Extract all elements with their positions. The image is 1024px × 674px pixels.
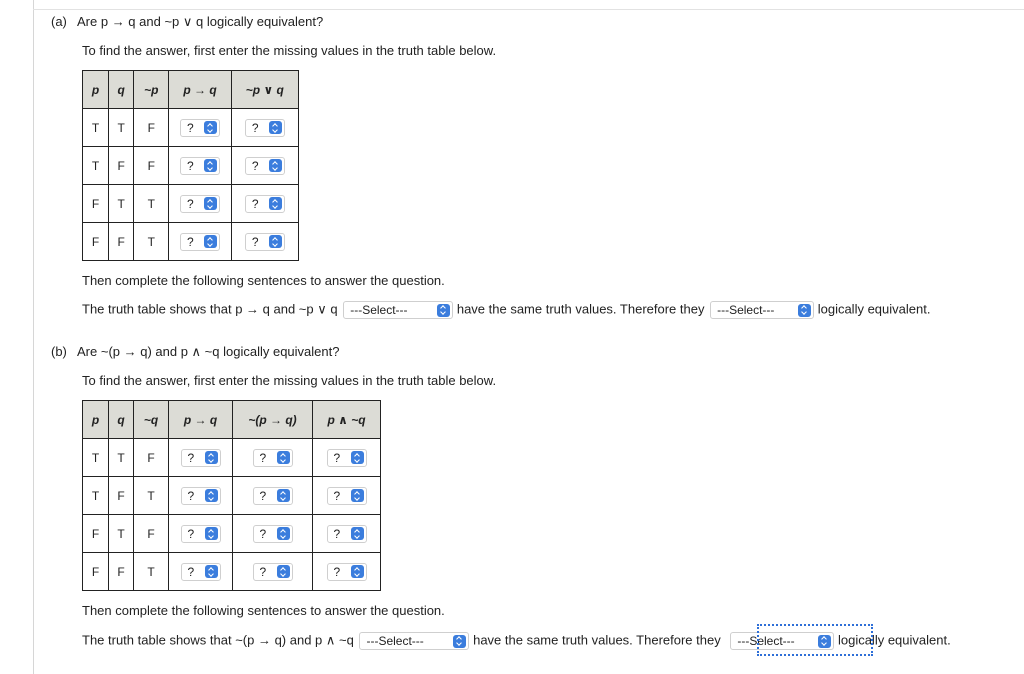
question-a: [51, 14, 323, 30]
table-header-row: [83, 401, 381, 439]
table-cell: T: [83, 439, 109, 477]
table-cell: F: [109, 477, 134, 515]
table-cell: F: [83, 185, 109, 223]
chevron-up-down-icon: [269, 197, 282, 210]
truth-value-select[interactable]: [245, 195, 285, 213]
sentence-b-end: logically equivalent.: [837, 632, 951, 648]
chevron-up-down-icon: [269, 121, 282, 134]
table-cell: T: [109, 515, 134, 553]
truth-value-select[interactable]: [253, 525, 293, 543]
truth-value-select[interactable]: [253, 563, 293, 581]
top-divider: [33, 9, 1024, 10]
sentence-a-mid: have the same truth values. Therefore they: [456, 301, 705, 317]
table-cell-select: [233, 439, 313, 477]
truth-value-label: ?: [187, 158, 194, 173]
table-cell-select: [313, 439, 381, 477]
truth-value-label: ?: [259, 450, 267, 465]
truth-value-label: ?: [187, 450, 195, 465]
chevron-up-down-icon: [351, 489, 364, 502]
col-header: p: [83, 401, 109, 439]
truth-value-label: ?: [187, 526, 195, 541]
table-cell: F: [134, 515, 169, 553]
table-cell: F: [83, 223, 109, 261]
select-a-equivalent-label: ---Select---: [717, 303, 775, 317]
chevron-up-down-icon: [204, 235, 217, 248]
truth-value-label: ?: [251, 158, 259, 173]
then-text-a: Then complete the following sentences to answer the question.: [82, 273, 445, 288]
sentence-b-prefix: The truth table shows that ~(p → q) and p ∧ ~q: [82, 632, 354, 648]
truth-value-label: ?: [187, 234, 194, 249]
table-cell-select: [233, 515, 313, 553]
chevron-up-down-icon: [205, 565, 218, 578]
truth-value-label: ?: [187, 488, 195, 503]
table-cell-select: [169, 439, 233, 477]
chevron-up-down-icon: [204, 121, 217, 134]
truth-value-select[interactable]: [245, 157, 285, 175]
truth-value-label: ?: [333, 488, 341, 503]
table-cell: F: [109, 553, 134, 591]
table-cell: F: [134, 439, 169, 477]
col-header: ~(p → q): [233, 401, 313, 439]
chevron-up-down-icon: [277, 527, 290, 540]
truth-value-label: ?: [259, 488, 267, 503]
table-cell-select: [169, 109, 231, 147]
table-row: [83, 223, 299, 261]
truth-value-select[interactable]: [253, 449, 293, 467]
col-header: ~p ∨ q: [231, 71, 298, 109]
table-cell: T: [134, 553, 169, 591]
table-cell: T: [134, 477, 169, 515]
table-cell-select: [169, 185, 231, 223]
table-cell-select: [313, 553, 381, 591]
sentence-b-mid: have the same truth values. Therefore they: [473, 632, 721, 648]
select-a-equivalent[interactable]: [710, 301, 814, 319]
table-row: [83, 515, 381, 553]
chevron-up-down-icon: [269, 235, 282, 248]
chevron-up-down-icon: [351, 451, 364, 464]
chevron-up-down-icon: [269, 159, 282, 172]
chevron-up-down-icon: [205, 527, 218, 540]
select-b-same-values[interactable]: [359, 632, 469, 650]
table-cell: F: [109, 147, 134, 185]
sentence-a-end: logically equivalent.: [817, 301, 931, 317]
col-header: ~p: [134, 71, 169, 109]
truth-value-select[interactable]: [245, 119, 285, 137]
truth-value-select[interactable]: [181, 487, 221, 505]
col-header: q: [109, 71, 134, 109]
truth-table-b: [82, 400, 381, 591]
table-row: [83, 147, 299, 185]
table-row: [83, 185, 299, 223]
table-cell: T: [134, 185, 169, 223]
table-cell: T: [83, 147, 109, 185]
table-cell-select: [231, 109, 298, 147]
truth-value-select[interactable]: [245, 233, 285, 251]
table-cell-select: [313, 515, 381, 553]
truth-value-label: ?: [259, 526, 267, 541]
chevron-up-down-icon: [798, 304, 811, 317]
select-a-same-values-label: ---Select---: [350, 303, 408, 317]
truth-value-select[interactable]: [327, 487, 367, 505]
table-cell: F: [83, 515, 109, 553]
table-cell: T: [134, 223, 169, 261]
table-cell-select: [233, 477, 313, 515]
truth-value-label: ?: [333, 450, 341, 465]
select-b-equivalent-label: ---Select---: [737, 634, 795, 648]
truth-value-label: ?: [251, 196, 259, 211]
table-cell: F: [109, 223, 134, 261]
col-header: p: [83, 71, 109, 109]
truth-value-label: ?: [333, 564, 341, 579]
table-cell: T: [109, 185, 134, 223]
table-header-row: [83, 71, 299, 109]
chevron-up-down-icon: [351, 527, 364, 540]
table-cell: F: [134, 109, 169, 147]
table-cell-select: [231, 223, 298, 261]
select-a-same-values[interactable]: [343, 301, 453, 319]
truth-value-select[interactable]: [327, 525, 367, 543]
part-b-label: (b): [51, 344, 67, 359]
truth-value-select[interactable]: [181, 449, 221, 467]
table-cell-select: [169, 477, 233, 515]
table-row: [83, 553, 381, 591]
sentence-a-prefix: The truth table shows that p → q and ~p ∨ q: [82, 301, 338, 317]
truth-value-label: ?: [187, 120, 194, 135]
table-cell-select: [233, 553, 313, 591]
table-row: [83, 439, 381, 477]
chevron-up-down-icon: [205, 451, 218, 464]
col-header: ~q: [134, 401, 169, 439]
table-cell: T: [109, 109, 134, 147]
truth-value-label: ?: [259, 564, 267, 579]
table-cell: F: [83, 553, 109, 591]
col-header: p → q: [169, 401, 233, 439]
chevron-up-down-icon: [204, 197, 217, 210]
chevron-up-down-icon: [205, 489, 218, 502]
focus-outline: [757, 624, 873, 656]
chevron-up-down-icon: [453, 635, 466, 648]
table-cell: T: [109, 439, 134, 477]
table-cell-select: [169, 553, 233, 591]
then-text-b: Then complete the following sentences to answer the question.: [82, 603, 445, 618]
table-cell-select: [169, 147, 231, 185]
truth-value-select[interactable]: [180, 233, 220, 251]
table-cell: T: [83, 109, 109, 147]
truth-value-label: ?: [251, 234, 259, 249]
truth-value-select[interactable]: [180, 119, 220, 137]
table-cell-select: [169, 515, 233, 553]
question-a-text: Are p → q and ~p ∨ q logically equivalent?: [77, 14, 324, 29]
question-b: [51, 344, 339, 360]
table-row: [83, 477, 381, 515]
truth-value-select[interactable]: [327, 563, 367, 581]
table-cell-select: [231, 185, 298, 223]
chevron-up-down-icon: [437, 304, 450, 317]
table-cell-select: [313, 477, 381, 515]
table-cell: F: [134, 147, 169, 185]
col-header: p → q: [169, 71, 231, 109]
truth-value-label: ?: [187, 196, 194, 211]
truth-value-label: ?: [333, 526, 341, 541]
truth-value-label: ?: [251, 120, 259, 135]
select-b-same-values-label: ---Select---: [366, 634, 424, 648]
table-cell: T: [83, 477, 109, 515]
instruction-a: To find the answer, first enter the missing values in the truth table below.: [82, 43, 497, 58]
truth-value-select[interactable]: [180, 195, 220, 213]
chevron-up-down-icon: [351, 565, 364, 578]
truth-value-select[interactable]: [181, 563, 221, 581]
chevron-up-down-icon: [277, 565, 290, 578]
question-b-text: Are ~(p → q) and p ∧ ~q logically equivalent?: [77, 344, 340, 359]
table-cell-select: [169, 223, 231, 261]
table-cell-select: [231, 147, 298, 185]
chevron-up-down-icon: [277, 451, 290, 464]
instruction-b: To find the answer, first enter the missing values in the truth table below.: [82, 373, 497, 388]
truth-table-a: [82, 70, 299, 261]
chevron-up-down-icon: [277, 489, 290, 502]
table-row: [83, 109, 299, 147]
truth-value-select[interactable]: [327, 449, 367, 467]
part-a-label: (a): [51, 14, 67, 29]
truth-value-select[interactable]: [180, 157, 220, 175]
truth-value-select[interactable]: [253, 487, 293, 505]
col-header: q: [109, 401, 134, 439]
truth-value-label: ?: [187, 564, 195, 579]
chevron-up-down-icon: [204, 159, 217, 172]
truth-value-select[interactable]: [181, 525, 221, 543]
col-header: p ∧ ~q: [313, 401, 381, 439]
sentence-a: [82, 301, 930, 319]
left-divider: [33, 0, 34, 674]
